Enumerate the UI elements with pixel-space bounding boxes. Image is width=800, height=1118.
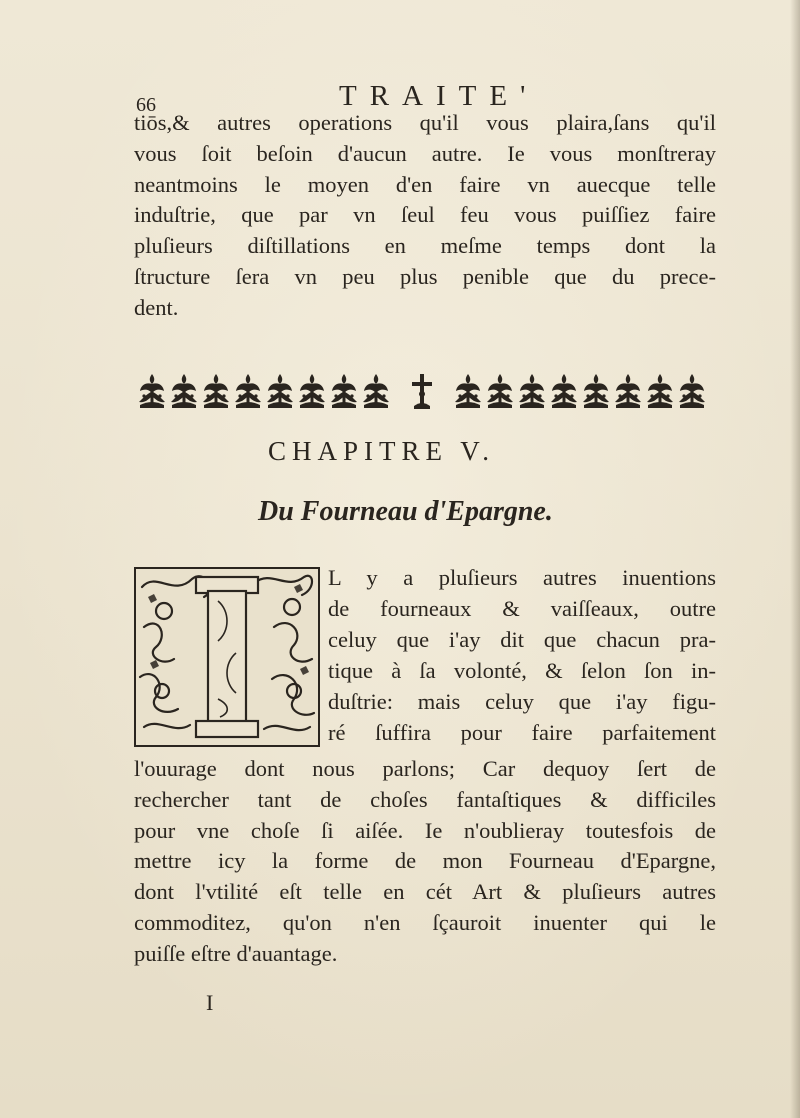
- chapter-subtitle: Du Fourneau d'Epargne.: [258, 496, 553, 527]
- header-title: TRAITE': [339, 80, 539, 112]
- fleuron-ornament-band: [136, 372, 708, 412]
- intro-paragraph: [134, 108, 716, 324]
- text-line: celuy que i'ay dit que chacun pra-: [328, 627, 716, 652]
- text-line: vous ſoit beſoin d'aucun autre. Ie vous monſtreray: [134, 140, 716, 166]
- chapter-heading: CHAPITRE V.: [268, 436, 496, 466]
- text-line: induſtrie, que par vn ſeul feu vous puiſſiez faire: [134, 202, 716, 228]
- text-line: l'ouurage dont nous parlons; Car dequoy ſert de: [134, 756, 716, 781]
- text-line: ré ſuffira pour faire parfaitement: [328, 720, 716, 745]
- text-line: mettre icy la forme de mon Fourneau d'Epargne,: [134, 848, 716, 874]
- text-line: pour vne choſe ſi aiſée. Ie n'oublieray toutesfois de: [134, 817, 716, 843]
- text-line: dent.: [134, 294, 179, 320]
- text-line: neantmoins le moyen d'en faire vn auecque telle: [134, 171, 716, 197]
- dropcap-paragraph: [328, 562, 716, 748]
- main-paragraph: [134, 754, 716, 970]
- decorated-initial-I: [134, 567, 320, 747]
- text-line: commoditez, qu'on n'en ſçauroit inuenter qui le: [134, 909, 716, 935]
- text-line: dont l'vtilité eſt telle en cét Art & pluſieurs autres: [134, 879, 716, 905]
- text-line: L y a pluſieurs autres inuentions: [328, 565, 716, 590]
- text-line: duſtrie: mais celuy que i'ay figu-: [328, 689, 716, 714]
- text-line: pluſieurs diſtillations en meſme temps dont la: [134, 233, 716, 259]
- text-line: puiſſe eſtre d'auantage.: [134, 940, 338, 966]
- text-line: tique à ſa volonté, & ſelon ſon in-: [328, 658, 716, 683]
- text-line: ſtructure ſera vn peu plus penible que du prece-: [134, 263, 716, 289]
- page-number: 66: [136, 94, 156, 116]
- signature-mark: I: [206, 990, 214, 1015]
- text-line: tiōs,& autres operations qu'il vous plaira,ſans qu'il: [134, 110, 716, 135]
- text-line: de fourneaux & vaiſſeaux, outre: [328, 596, 716, 621]
- text-line: rechercher tant de choſes fantaſtiques & difficiles: [134, 786, 716, 812]
